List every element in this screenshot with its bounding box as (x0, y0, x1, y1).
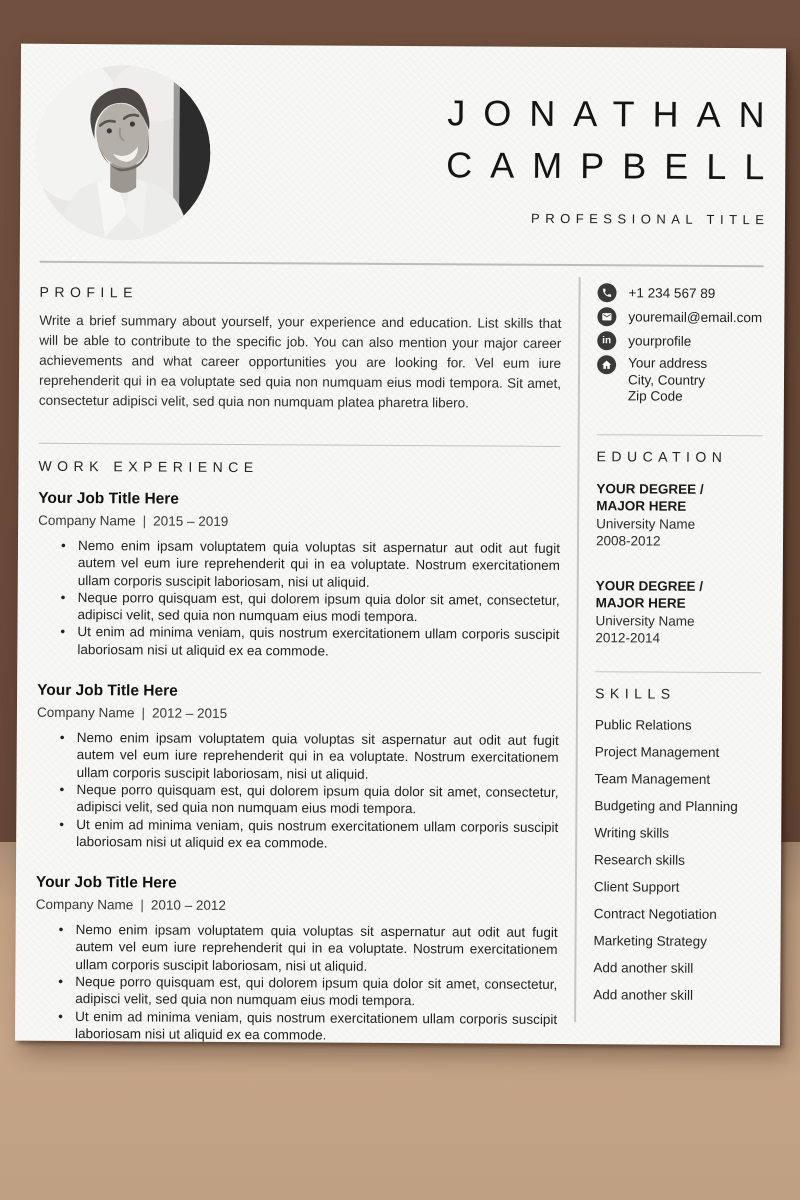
job-title: Your Job Title Here (35, 873, 177, 892)
job-bullet-list (37, 537, 560, 661)
column-divider (574, 277, 580, 1022)
skill-item: Add another skill (593, 986, 694, 1003)
education-entry (596, 480, 762, 551)
main-column (35, 270, 562, 1045)
job-entry (35, 874, 558, 1045)
company-line (37, 705, 559, 723)
section-divider (597, 434, 763, 436)
skill-item: Client Support (593, 878, 680, 895)
university-name: University Name (595, 612, 695, 629)
skill-item: Project Management (594, 743, 720, 760)
company-line (38, 513, 560, 531)
sidebar-column (593, 273, 764, 1014)
skill-item: Marketing Strategy (593, 932, 707, 949)
contact-row-address (597, 355, 763, 406)
job-bullet: • Neque porro quisquam est, qui dolorem ipsum quia dolor sit amet, consectetur, adipisci velit, sed quia non numquam eius modi tempora. (76, 781, 558, 819)
home-icon (597, 355, 616, 374)
section-divider (595, 671, 761, 673)
skill-item: Writing skills (594, 824, 670, 841)
phone-icon (597, 283, 616, 302)
contact-row-linkedin (597, 331, 763, 351)
job-title: Your Job Title Here (38, 489, 180, 508)
job-dates: 2015 – 2019 (153, 513, 229, 529)
job-bullet: • Ut enim ad minima veniam, quis nostrum exercitationem ullam corporis suscipit laboriosam nisi ut aliquid ex ea commode. (76, 816, 558, 854)
header-divider (40, 261, 764, 267)
profile-summary: Write a brief summary about yourself, your experience and education. List skills that will be able to contribute to the specific job. You can also mention your major career achievements and what career opportunities you are looking for. Vel eum iure reprehenderit qui in ea voluptate sed quia non numquam eius modi tempora. Sit amet, consectetur adipisci velit, sed quia non numquam platea pharetra libero. (38, 312, 562, 411)
name-block (446, 87, 783, 228)
profile-photo (35, 65, 211, 241)
job-bullet: • Nemo enim ipsam voluptatem quia voluptas sit aspernatur aut odit aut fugit autem vel eum iure reprehenderit qui in ea voluptate. Nostrum exercitationem ullam corporis suscipit laboriosam, nisi ut aliquid. (77, 729, 559, 784)
skill-item: Research skills (594, 851, 685, 868)
address-line: City, Country (627, 371, 706, 388)
education-years: 2008-2012 (595, 533, 661, 549)
skill-item: Public Relations (594, 716, 692, 733)
education-years: 2012-2014 (595, 630, 661, 646)
degree-name: YOUR DEGREE / MAJOR HERE (595, 577, 704, 611)
skill-item: Team Management (594, 770, 711, 787)
skills-heading: SKILLS (595, 684, 676, 702)
email-icon (597, 307, 616, 326)
job-entry (36, 682, 559, 853)
company-line (36, 897, 558, 915)
section-divider (39, 443, 561, 447)
company-name: Company Name (38, 512, 136, 529)
candidate-first-name: JONATHAN (447, 92, 783, 136)
work-experience-heading: WORK EXPERIENCE (38, 457, 259, 476)
contact-list (597, 283, 764, 406)
company-name: Company Name (35, 896, 134, 913)
contact-row-email (597, 307, 763, 327)
company-date-separator: | (140, 897, 144, 913)
degree-name: YOUR DEGREE / MAJOR HERE (596, 480, 704, 514)
job-bullet: • Neque porro quisquam est, qui dolorem ipsum quia dolor sit amet, consectetur, adipisci velit, sed quia non numquam eius modi tempora. (75, 973, 557, 1011)
linkedin-profile: yourprofile (628, 333, 692, 349)
education-entry (595, 577, 761, 648)
job-bullet: • Ut enim ad minima veniam, quis nostrum exercitationem ullam corporis suscipit laboriosam nisi ut aliquid ex ea commode. (77, 624, 559, 662)
contact-row-phone (597, 283, 763, 303)
address-block (628, 355, 707, 405)
portrait-illustration (35, 65, 211, 241)
job-bullet: • Nemo enim ipsam voluptatem quia voluptas sit aspernatur aut odit aut fugit autem vel eum iure reprehenderit qui in ea voluptate. Nostrum exercitationem ullam corporis suscipit laboriosam, nisi ut aliquid. (78, 537, 560, 592)
address-line: Your address (628, 355, 708, 371)
skills-list (593, 716, 761, 1004)
job-dates: 2012 – 2015 (151, 705, 228, 722)
skill-item: Budgeting and Planning (594, 797, 738, 814)
company-date-separator: | (142, 513, 147, 529)
skill-item: Contract Negotiation (593, 905, 717, 922)
company-name: Company Name (36, 704, 135, 721)
job-bullet: • Ut enim ad minima veniam, quis nostrum exercitationem ullam corporis suscipit laboriosam nisi ut aliquid ex ea commode. (75, 1008, 557, 1046)
company-date-separator: | (141, 705, 146, 721)
education-heading: EDUCATION (596, 447, 728, 465)
job-bullet: • Nemo enim ipsam voluptatem quia voluptas sit aspernatur aut odit aut fugit autem vel eum iure reprehenderit qui in ea voluptate. Nostrum exercitationem ullam corporis suscipit laboriosam, nisi ut aliquid. (75, 921, 557, 976)
skill-item: Add another skill (593, 959, 694, 976)
profile-heading: PROFILE (39, 283, 138, 301)
email-address: youremail@email.com (628, 309, 763, 326)
candidate-last-name: CAMPBELL (446, 144, 783, 188)
job-title: Your Job Title Here (37, 681, 178, 700)
phone-number: +1 234 567 89 (628, 285, 716, 301)
job-dates: 2010 – 2012 (150, 897, 226, 914)
job-entry (37, 490, 560, 661)
job-bullet-list (36, 729, 559, 853)
job-bullet-list (35, 921, 558, 1045)
address-line: Zip Code (627, 388, 683, 404)
resume-page (15, 44, 786, 1046)
university-name: University Name (596, 515, 696, 532)
professional-title: PROFESSIONAL TITLE (531, 210, 770, 228)
job-bullet: • Neque porro quisquam est, qui dolorem ipsum quia dolor sit amet, consectetur, adipisci velit, sed quia non numquam eius modi tempora. (78, 589, 560, 627)
linkedin-icon: in (597, 331, 616, 350)
